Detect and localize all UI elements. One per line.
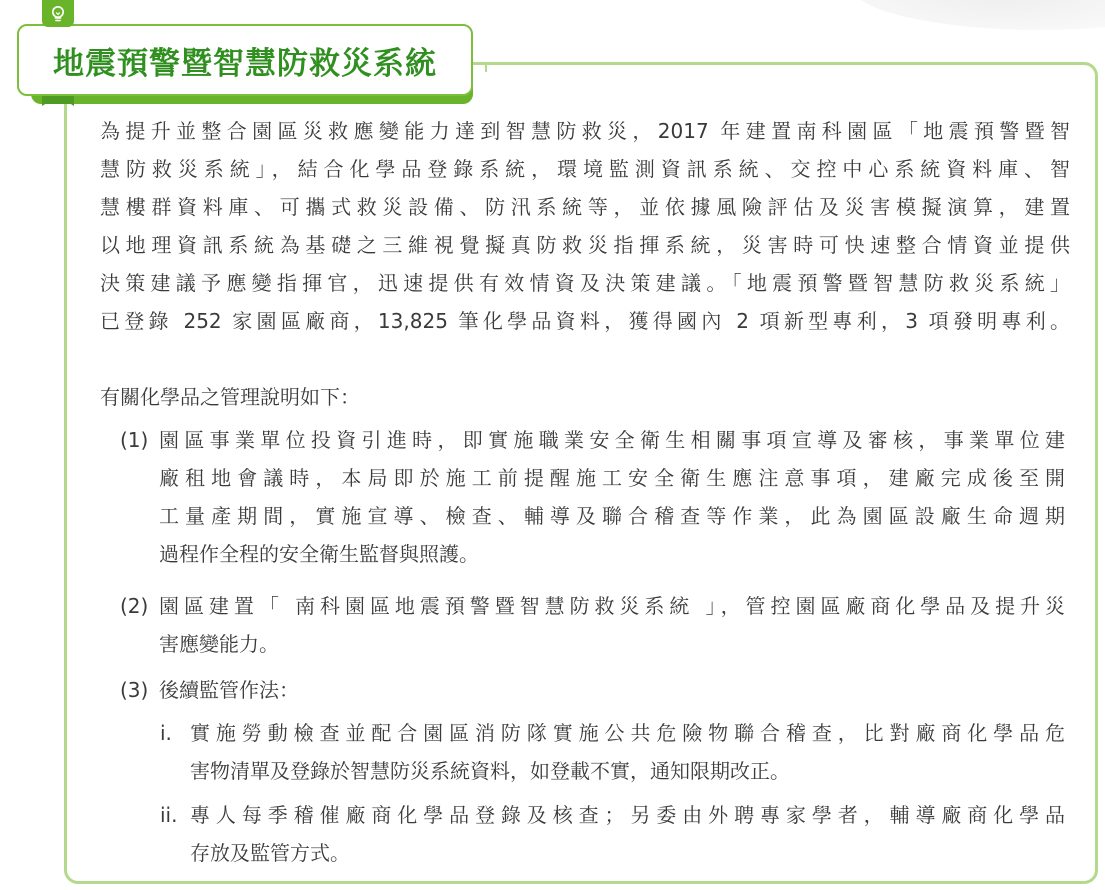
section-title: 地震預警暨智慧防救災系統 <box>53 45 437 82</box>
subitem-number: i. <box>160 721 172 745</box>
lightbulb-icon-graphic <box>50 5 66 23</box>
intro-line: 以地理資訊系統為基礎之三維視覺擬真防救災指揮系統，災害時可快速整合情資並提供 <box>100 233 1070 257</box>
panel-connector-tick <box>485 62 495 72</box>
lightbulb-icon <box>42 0 74 27</box>
intro-line: 已登錄 252 家園區廠商，13,825 筆化學品資料，獲得國內 2 項新型專利，3 項發明專利。 <box>100 309 1070 333</box>
intro-paragraph <box>100 112 1070 340</box>
subitem-line: 實施勞動檢查並配合園區消防隊實施公共危險物聯合稽查，比對廠商化學品危 <box>190 721 1065 745</box>
item-number: (2) <box>120 594 149 618</box>
subitem-line: 害物清單及登錄於智慧防災系統資料，如登載不實，通知限期改正。 <box>190 759 790 783</box>
item-line: 過程作全程的安全衛生監督與照護。 <box>159 542 479 566</box>
item-line: 園區建置「 南科園區地震預警暨智慧防救災系統 」，管控園區廠商化學品及提升災 <box>159 594 1065 618</box>
title-label <box>17 24 473 96</box>
subitem-line: 存放及監管方式。 <box>190 841 350 865</box>
item-line: 廠租地會議時，本局即於施工前提醒施工安全衛生應注意事項，建廠完成後至開 <box>159 466 1065 490</box>
decorative-background-swoosh <box>850 0 1105 30</box>
intro-line: 為提升並整合園區災救應變能力達到智慧防救災，2017 年建置南科園區「地震預警暨智 <box>100 119 1070 143</box>
item-line: 工量產期間，實施宣導、檢查、輔導及聯合稽查等作業，此為園區設廠生命週期 <box>159 504 1065 528</box>
intro-line: 慧樓群資料庫、可攜式救災設備、防汛系統等，並依據風險評估及災害模擬演算，建置 <box>100 195 1070 219</box>
item-line: 園區事業單位投資引進時，即實施職業安全衛生相關事項宣導及審核，事業單位建 <box>159 428 1065 452</box>
subitem-number: ii. <box>160 803 178 827</box>
intro-line: 決策建議予應變指揮官，迅速提供有效情資及決策建議。「地震預警暨智慧防救災系統」 <box>100 271 1070 295</box>
item-line: 害應變能力。 <box>159 632 279 656</box>
item-line: 後續監管作法： <box>159 678 299 702</box>
item-number: (1) <box>120 428 149 452</box>
subitem-line: 專人每季稽催廠商化學品登錄及核查；另委由外聘專家學者，輔導廠商化學品 <box>190 803 1065 827</box>
item-number: (3) <box>120 678 149 702</box>
ribbon-notch <box>42 96 74 106</box>
management-heading: 有關化學品之管理說明如下： <box>100 385 360 409</box>
intro-line: 慧防救災系統」，結合化學品登錄系統，環境監測資訊系統、交控中心系統資料庫、智 <box>100 157 1070 181</box>
